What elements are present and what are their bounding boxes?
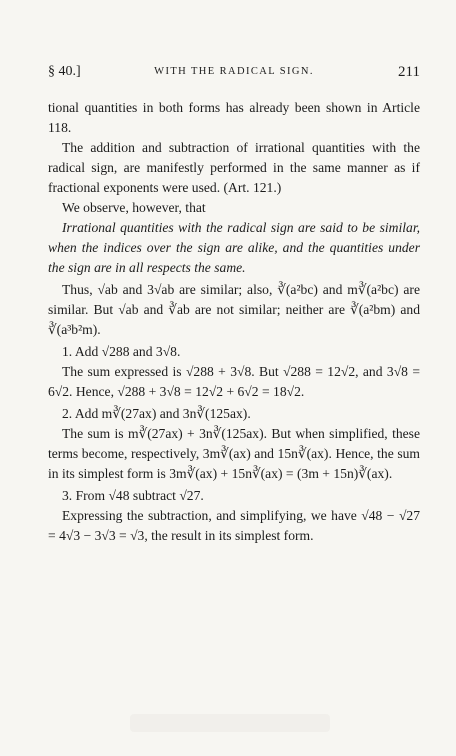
paragraph: Thus, √ab and 3√ab are similar; also, ∛(a²bc) and m∛(a²bc) are similar. But √ab and ∛ab are not similar; neither are ∛(a²bm) and ∛(a³b²m). — [48, 282, 420, 337]
page-number: 211 — [398, 64, 420, 80]
example-1-heading: 1. Add √288 and 3√8. — [62, 344, 181, 359]
paragraph: The addition and subtraction of irrational quantities with the radical sign, are manifestly performed in the same manner as if fractional exponents were used. (Art. 121.) — [48, 140, 420, 195]
page-header — [48, 64, 420, 84]
section-number: § 40.] — [48, 64, 81, 79]
page-body — [48, 98, 420, 546]
example-3-heading: 3. From √48 subtract √27. — [62, 488, 204, 503]
example-2-heading: 2. Add m∛(27ax) and 3n∛(125ax). — [62, 406, 251, 421]
example-1-solution: The sum expressed is √288 + 3√8. But √288 = 12√2, and 3√8 = 6√2. Hence, √288 + 3√8 = 12√2 + 6√2 = 18√2. — [48, 364, 420, 399]
example-2-solution: The sum is m∛(27ax) + 3n∛(125ax). But when simplified, these terms become, respectively, 3m∛(ax) and 15n∛(ax). Hence, the sum in its simplest form is 3m∛(ax) + 15n∛(ax) = (3m + 15n)∛(ax). — [48, 426, 420, 481]
paragraph: tional quantities in both forms has already been shown in Article 118. — [48, 100, 420, 135]
rule-statement: Irrational quantities with the radical sign are said to be similar, when the indices over the sign are alike, and the quantities under the sign are in all respects the same. — [48, 220, 420, 275]
example-3-solution: Expressing the subtraction, and simplifying, we have √48 − √27 = 4√3 − 3√3 = √3, the result in its simplest form. — [48, 508, 420, 543]
paragraph: We observe, however, that — [62, 200, 206, 215]
running-title: WITH THE RADICAL SIGN. — [154, 66, 314, 77]
faded-watermark — [130, 714, 330, 732]
